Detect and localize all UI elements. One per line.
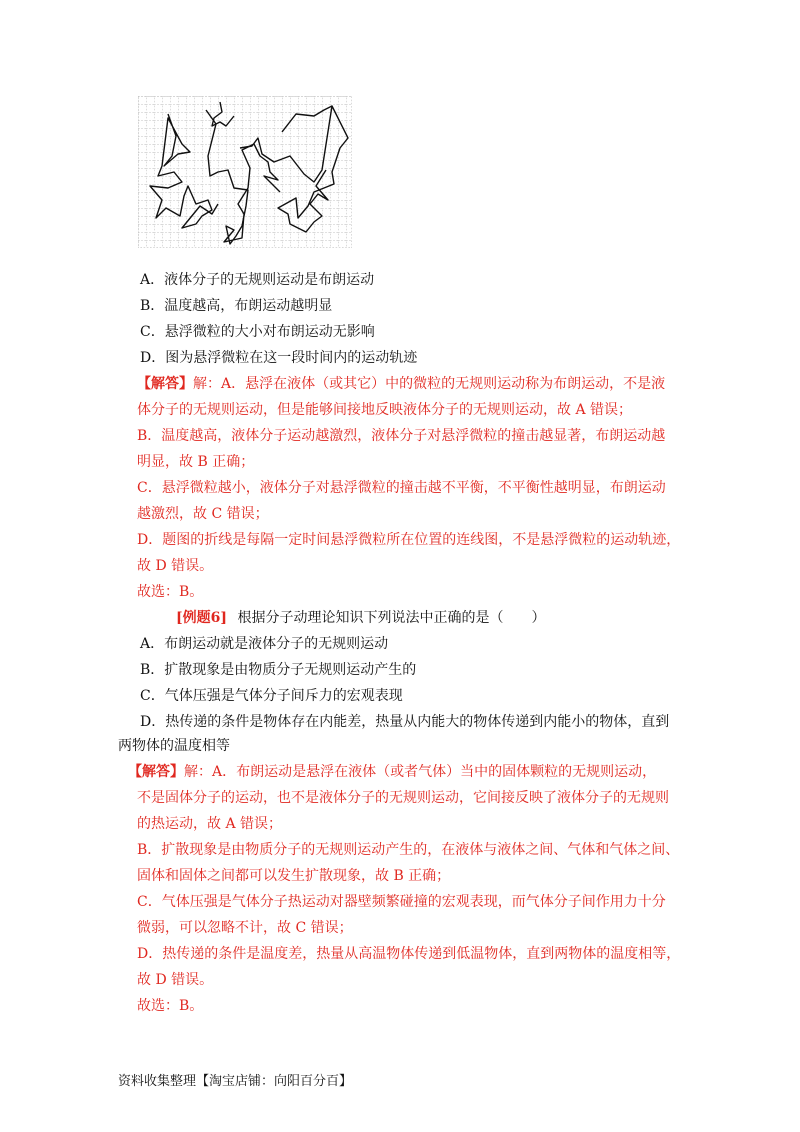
- q5-answer-line-8: 故 D 错误。: [137, 558, 214, 574]
- q6-answer-line-8: D．热传递的条件是温度差，热量从高温物体传递到低温物体，直到两物体的温度相等，: [137, 946, 681, 962]
- q6-answer-line-9: 故 D 错误。: [137, 972, 214, 988]
- q6-answer-line-2: 不是固体分子的运动，也不是液体分子的无规则运动，它间接反映了液体分子的无规则: [137, 790, 669, 806]
- q5-answer-text-1: 解：A．悬浮在液体（或其它）中的微粒的无规则运动称为布朗运动，不是液: [193, 376, 666, 392]
- q5-option-b: B．温度越高，布朗运动越明显: [140, 298, 333, 314]
- q6-stem-line: [176, 608, 545, 628]
- q6-option-d-line-1: D．热传递的条件是物体存在内能差，热量从内能大的物体传递到内能小的物体，直到: [140, 714, 670, 730]
- q5-option-c: C．悬浮微粒的大小对布朗运动无影响: [140, 324, 375, 340]
- q5-answer-line-4: 明显，故 B 正确；: [137, 454, 255, 470]
- q5-answer-line-1: [137, 374, 665, 394]
- q6-answer-text-1: 解：A．布朗运动是悬浮在液体（或者气体）当中的固体颗粒的无规则运动，: [184, 764, 657, 780]
- q5-answer-line-7: D．题图的折线是每隔一定时间悬浮微粒所在位置的连线图，不是悬浮微粒的运动轨迹，: [137, 532, 681, 548]
- q6-answer-line-4: B．扩散现象是由物质分子的无规则运动产生的，在液体与液体之间、气体和气体之间、: [137, 842, 680, 858]
- q5-answer-line-3: B．温度越高，液体分子运动越激烈，液体分子对悬浮微粒的撞击越显著，布朗运动越: [137, 428, 666, 444]
- q6-answer-line-6: C．气体压强是气体分子热运动对器壁频繁碰撞的宏观表现，而气体分子间作用力十分: [137, 894, 666, 910]
- q5-option-d: D．图为悬浮微粒在这一段时间内的运动轨迹: [140, 350, 418, 366]
- q6-option-b: B．扩散现象是由物质分子无规则运动产生的: [140, 662, 417, 678]
- q5-answer-line-6: 越激烈，故 C 错误；: [137, 506, 269, 522]
- q5-answer-line-2: 体分子的无规则运动，但是能够间接地反映液体分子的无规则运动，故 A 错误；: [137, 402, 633, 418]
- q6-option-d-line-2: 两物体的温度相等: [118, 738, 230, 754]
- q5-answer-tag: 【解答】: [137, 376, 193, 392]
- q6-answer-line-3: 的热运动，故 A 错误；: [137, 816, 283, 832]
- q6-example-label: [例题6]: [176, 610, 227, 626]
- q5-answer-line-9: 故选：B。: [137, 584, 204, 600]
- q5-answer-line-5: C．悬浮微粒越小，液体分子对悬浮微粒的撞击越不平衡，不平衡性越明显，布朗运动: [137, 480, 666, 496]
- q6-answer-line-1: [128, 762, 656, 782]
- page-footer: 资料收集整理【淘宝店铺：向阳百分百】: [118, 1074, 353, 1089]
- q6-option-a: A．布朗运动就是液体分子的无规则运动: [140, 636, 389, 652]
- q6-answer-line-7: 微弱，可以忽略不计，故 C 错误；: [137, 920, 353, 936]
- q6-answer-line-10: 故选：B。: [137, 998, 204, 1014]
- q6-answer-tag: 【解答】: [128, 764, 184, 780]
- q5-option-a: A．液体分子的无规则运动是布朗运动: [140, 272, 375, 288]
- q6-stem: 根据分子动理论知识下列说法中正确的是（ ）: [237, 610, 546, 626]
- q6-answer-line-5: 固体和固体之间都可以发生扩散现象，故 B 正确；: [137, 868, 451, 884]
- q6-option-c: C．气体压强是气体分子间斥力的宏观表现: [140, 688, 403, 704]
- brownian-motion-figure: [138, 96, 352, 248]
